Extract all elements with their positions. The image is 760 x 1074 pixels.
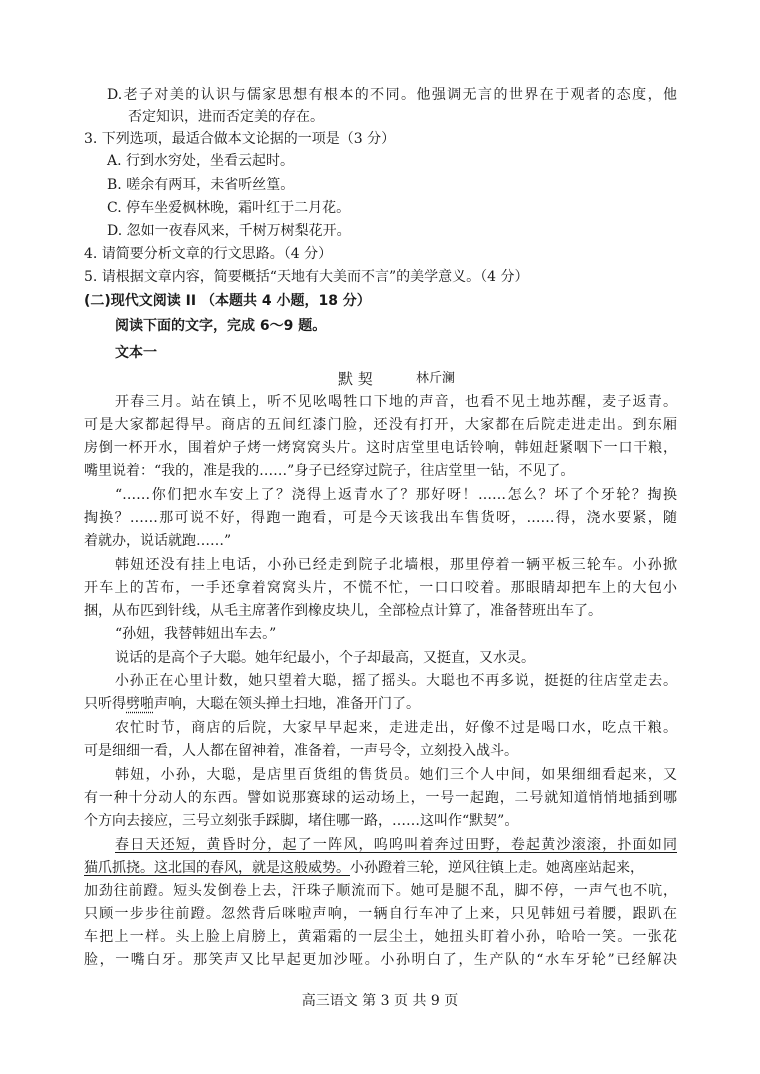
paragraph-line: 车把上一样。头上脸上肩膀上，黄霜霜的一层尘土，她扭头盯着小孙，哈哈一笑。一张花: [84, 929, 677, 945]
paragraph-line: 小孙正在心里计数，她只望着大聪，摇了摇头。大聪也不再多说，挺挺的往店堂走去。: [115, 673, 677, 689]
question-3-option-c: C. 停车坐爱枫林晚，霜叶红于二月花。: [107, 200, 351, 216]
paragraph-line: [84, 857, 644, 879]
paragraph-line: 说话的是高个子大聪。她年纪最小，个子却最高，又挺直，又水灵。: [115, 650, 535, 666]
paragraph-line: 只顾一步步往前蹬。忽然背后咪啦声响，一辆自行车冲了上来，只见韩妞弓着腰，跟趴在: [84, 906, 677, 922]
underlined-sentence: 猫爪抓挠。这北国的春风，就是这般威势。: [84, 860, 350, 876]
paragraph-line: 房倒一杯开水，围着炉子烤一烤窝窝头片。这时店堂里电话铃响，韩妞赶紧咽下一口干粮，: [84, 440, 677, 456]
paragraph-line: 韩妞，小孙，大聪，是店里百货组的售货员。她们三个人中间，如果细细看起来，又: [115, 767, 677, 783]
question-3-option-a: A. 行到水穷处，坐看云起时。: [107, 153, 295, 169]
page-footer: 高三语文 第 3 页 共 9 页: [301, 993, 459, 1009]
reading-instruction: 阅读下面的文字，完成 6～9 题。: [115, 318, 327, 334]
paragraph-line: 农忙时节，商店的后院，大家早早起来，走进走出，好像不过是喝口水，吃点干粮。: [115, 720, 677, 736]
paragraph-line: 加劲往前蹬。短头发倒卷上去，汗珠子顺流而下。她可是腿不乱，脚不停，一声气也不吭，: [84, 883, 677, 899]
paragraph-line: [84, 693, 420, 715]
dotted-emphasis: 劈啪: [126, 696, 154, 712]
text-one-label: 文本一: [115, 345, 157, 361]
text-fragment: 小孙蹬着三轮，逆风往镇上走。她离座站起来，: [350, 860, 644, 876]
underlined-sentence: 春日天还短，黄昏时分，起了一阵风，呜呜叫着奔过田野，卷起黄沙滚滚，扑面如同: [115, 837, 677, 853]
paragraph-line: 嘴里说着：“我的，准是我的……”身子已经穿过院子，往店堂里一钻，不见了。: [84, 463, 575, 479]
option-d-line2: 否定知识，进而否定美的存在。: [128, 109, 324, 125]
paragraph-line: 脸，一嘴白牙。那笑声又比早起更加沙哑。小孙明白了，生产队的“水车牙轮”已经解决: [84, 952, 677, 968]
option-d-line1: D.老子对美的认识与儒家思想有根本的不同。他强调无言的世界在于观者的态度，他: [107, 87, 677, 103]
question-5: 5. 请根据文章内容，简要概括“天地有大美而不言”的美学意义。（4 分）: [84, 269, 529, 285]
text-fragment: 只听得: [84, 696, 126, 712]
paragraph-line: 个方向去接应，三号立刻张手踩脚，堵住哪一路，……这叫作“默契”。: [84, 813, 519, 829]
paragraph-line: 开春三月。站在镇上，听不见吆喝牲口下地的声音，也看不见土地苏醒，麦子返青。: [115, 394, 677, 410]
question-3-option-b: B. 嗟余有两耳，未省听丝篁。: [107, 177, 295, 193]
question-3-option-d: D. 忽如一夜春风来，千树万树梨花开。: [107, 223, 351, 239]
paragraph-line: “……你们把水车安上了？浇得上返青水了？那好呀！……怎么？坏了个牙轮？掏换: [115, 487, 677, 503]
question-3: 3. 下列选项，最适合做本文论据的一项是（3 分）: [84, 131, 396, 147]
section-heading: (二)现代文阅读 II （本题共 4 小题，18 分）: [84, 293, 371, 309]
paragraph-line: 可是细细一看，人人都在留神着，准备着，一声号令，立刻投入战斗。: [84, 743, 518, 759]
text-fragment: 声响，大聪在领头掸土扫地，准备开门了。: [154, 696, 420, 712]
question-4: 4. 请简要分析文章的行文思路。（4 分）: [84, 246, 333, 262]
paragraph-line: 捆，从布匹到针线，从毛主席著作到橡皮块儿，全部检点计算了，准备替班出车了。: [84, 603, 602, 619]
paragraph-line: 掏换？……那可说不好，得跑一跑看，可是今天该我出车售货呀，……得，浇水要紧，随: [84, 510, 677, 526]
paragraph-line: 可是大家都起得早。商店的五间红漆门脸，还没有打开，大家都在后院走进走出。到东厢: [84, 417, 677, 433]
paragraph-line: “孙妞，我替韩妞出车去。”: [115, 626, 277, 642]
paragraph-line: 韩妞还没有挂上电话，小孙已经走到院子北墙根，那里停着一辆平板三轮车。小孙掀: [115, 557, 677, 573]
paragraph-line: 着就办，说话就跑……”: [84, 533, 232, 549]
story-author: 林斤澜: [416, 371, 456, 386]
paragraph-line: 开车上的苫布，一手还拿着窝窝头片，不慌不忙，一口口咬着。那眼睛却把车上的大包小: [84, 580, 677, 596]
paragraph-line: 有一种十分动人的东西。譬如说那赛球的运动场上，一号一起跑，二号就知道悄悄地插到哪: [84, 790, 677, 806]
story-title: 默 契: [338, 370, 373, 388]
